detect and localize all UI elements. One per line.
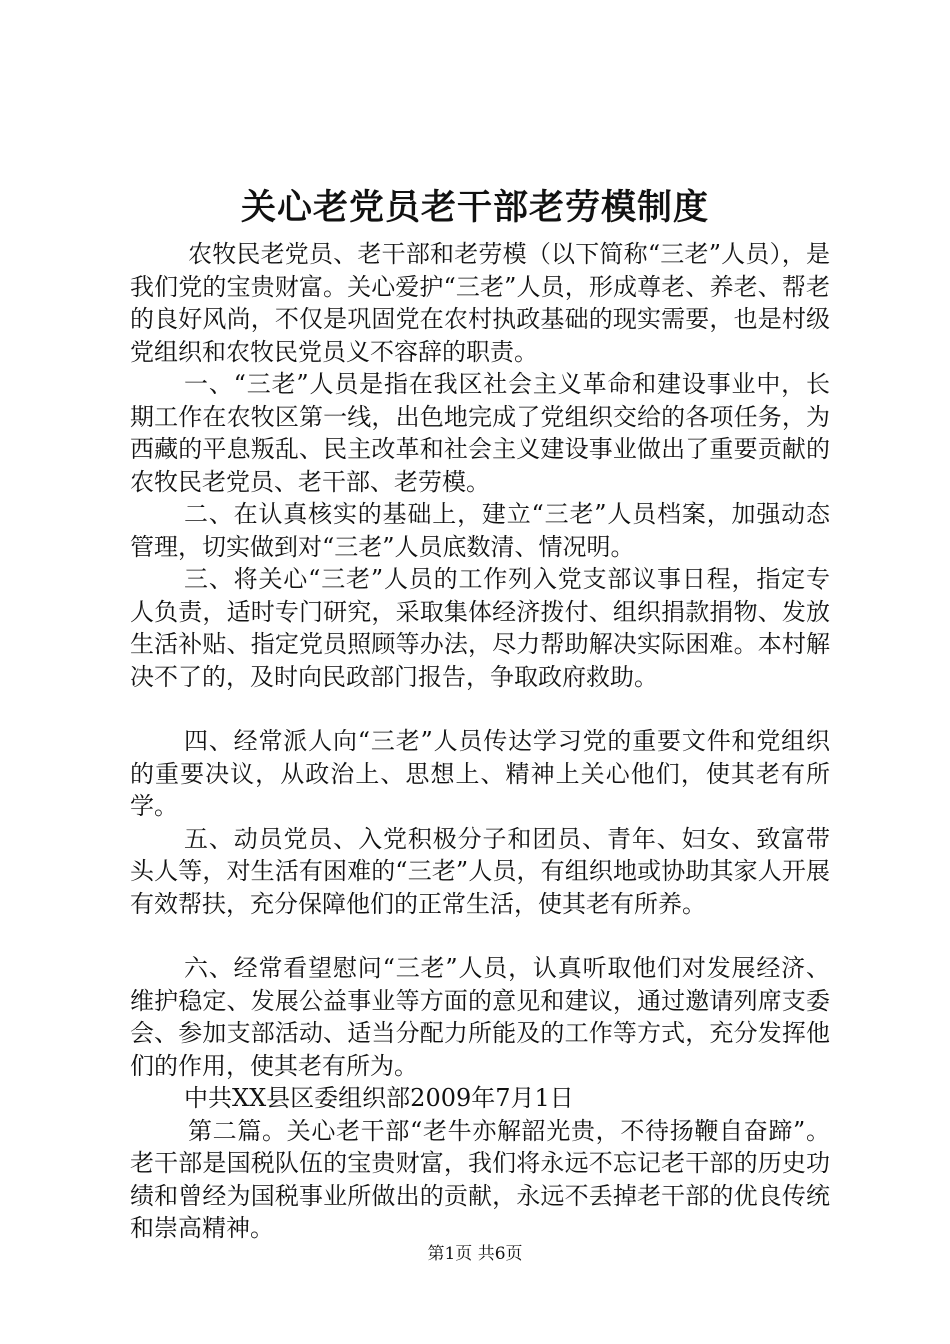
clause-4-paragraph: 四、经常派人向“三老”人员传达学习党的重要文件和党组织的重要决议，从政治上、思想上、精神上关心他们，使其老有所学。 (130, 727, 830, 820)
paragraph-spacer (130, 693, 830, 725)
clause-6-paragraph: 六、经常看望慰问“三老”人员，认真听取他们对发展经济、维护稳定、发展公益事业等方面的意见和建议，通过邀请列席支委会、参加支部活动、适当分配力所能及的工作等方式，充分发挥他们的作用，使其老有所为。 (130, 954, 830, 1080)
intro-paragraph: 农牧民老党员、老干部和老劳模（以下简称“三老”人员），是我们党的宝贵财富。关心爱护“三老”人员，形成尊老、养老、帮老的良好风尚，不仅是巩固党在农村执政基础的现实需要，也是村级党组织和农牧民党员义不容辞的职责。 (130, 240, 830, 366)
clause-3-paragraph: 三、将关心“三老”人员的工作列入党支部议事日程，指定专人负责，适时专门研究，采取集体经济拨付、组织捐款捐物、发放生活补贴、指定党员照顾等办法，尽力帮助解决实际困难。本村解决不了的，及时向民政部门报告，争取政府救助。 (130, 565, 830, 691)
clause-1-paragraph: 一、“三老”人员是指在我区社会主义革命和建设事业中，长期工作在农牧区第一线，出色地完成了党组织交给的各项任务，为西藏的平息叛乱、民主改革和社会主义建设事业做出了重要贡献的农牧民老党员、老干部、老劳模。 (130, 370, 830, 496)
clause-5-paragraph: 五、动员党员、入党积极分子和团员、青年、妇女、致富带头人等，对生活有困难的“三老”人员，有组织地或协助其家人开展有效帮扶，充分保障他们的正常生活，使其老有所养。 (130, 824, 830, 918)
second-part-paragraph: 第二篇。关心老干部“老牛亦解韶光贵，不待扬鞭自奋蹄”。老干部是国税队伍的宝贵财富，我们将永远不忘记老干部的历史功绩和曾经为国税事业所做出的贡献，永远不丢掉老干部的优良传统和崇高精神。 (130, 1116, 830, 1242)
document-body (130, 238, 830, 1245)
page-number-footer: 第1页 共6页 (427, 1244, 523, 1264)
clause-2-paragraph: 二、在认真核实的基础上，建立“三老”人员档案，加强动态管理，切实做到对“三老”人员底数清、情况明。 (130, 500, 830, 561)
document-title: 关心老党员老干部老劳模制度 (240, 187, 709, 228)
paragraph-spacer (130, 920, 830, 952)
signature-line: 中共XX县区委组织部2009年7月1日 (184, 1084, 574, 1112)
